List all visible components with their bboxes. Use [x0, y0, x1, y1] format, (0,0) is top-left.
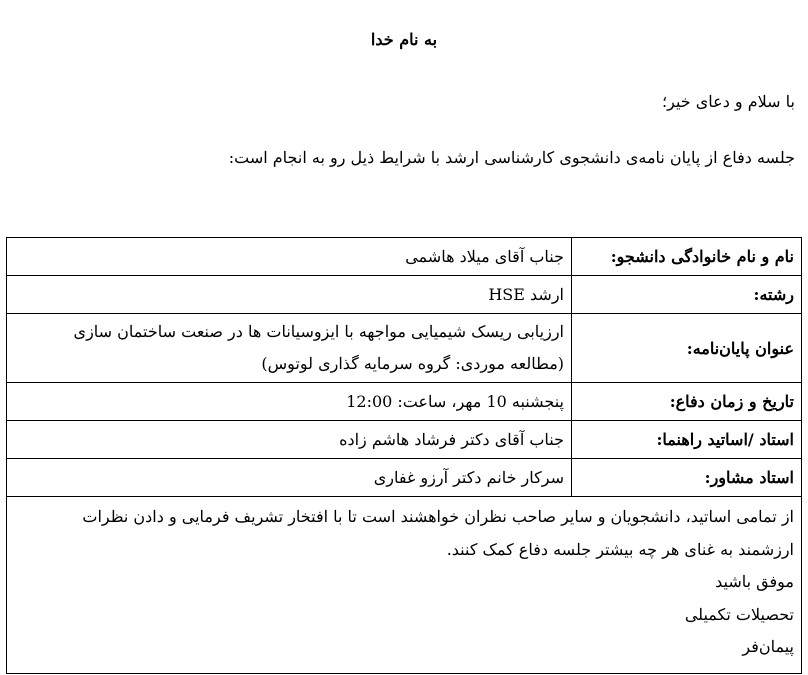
closing-line-4: تحصیلات تکمیلی	[684, 604, 794, 624]
closing-line-2: ارزشمند به غنای هر چه بیشتر جلسه دفاع کمک کنند.	[446, 539, 794, 559]
table-row-closing	[7, 497, 802, 674]
field-value: ارشد HSE	[7, 276, 572, 314]
supervisor-label: استاد /اساتید راهنما:	[572, 421, 802, 459]
advisor-value: سرکار خانم دکتر آرزو غفاری	[7, 459, 572, 497]
date-time-label: تاریخ و زمان دفاع:	[572, 383, 802, 421]
thesis-title-line-1: ارزیابی ریسک شیمیایی مواجهه با ایزوسیانات ها در صنعت ساختمان سازی	[73, 322, 564, 341]
thesis-title-value	[7, 314, 572, 383]
intro-statement: جلسه دفاع از پایان نامه‌ی دانشجوی کارشناسی ارشد با شرایط ذیل رو به انجام است:	[228, 148, 795, 167]
table-row-field	[7, 276, 802, 314]
field-label: رشته:	[572, 276, 802, 314]
closing-signature: پیمان‌فر	[742, 637, 794, 656]
advisor-label: استاد مشاور:	[572, 459, 802, 497]
closing-line-3: موفق باشید	[715, 572, 794, 591]
supervisor-value: جناب آقای دکتر فرشاد هاشم زاده	[7, 421, 572, 459]
table-row-student	[7, 238, 802, 276]
defense-info-table	[6, 237, 802, 674]
table-row-supervisor	[7, 421, 802, 459]
table-row-advisor	[7, 459, 802, 497]
thesis-title-label: عنوان پایان‌نامه:	[572, 314, 802, 383]
table-row-thesis-title	[7, 314, 802, 383]
date-time-value: پنجشنبه 10 مهر، ساعت: 12:00	[7, 383, 572, 421]
page-title: به نام خدا	[370, 30, 438, 49]
student-name-label: نام و نام خانوادگی دانشجو:	[572, 238, 802, 276]
table-row-date-time	[7, 383, 802, 421]
closing-line-1: از تمامی اساتید، دانشجویان و سایر صاحب نظران خواهشند است تا با افتخار تشریف فرمایی و دادن نظرات	[82, 507, 794, 526]
student-name-value: جناب آقای میلاد هاشمی	[7, 238, 572, 276]
greeting-text: با سلام و دعای خیر؛	[662, 92, 795, 111]
thesis-title-line-2: (مطالعه موردی: گروه سرمایه گذاری لوتوس)	[261, 354, 564, 373]
closing-message	[7, 497, 802, 674]
